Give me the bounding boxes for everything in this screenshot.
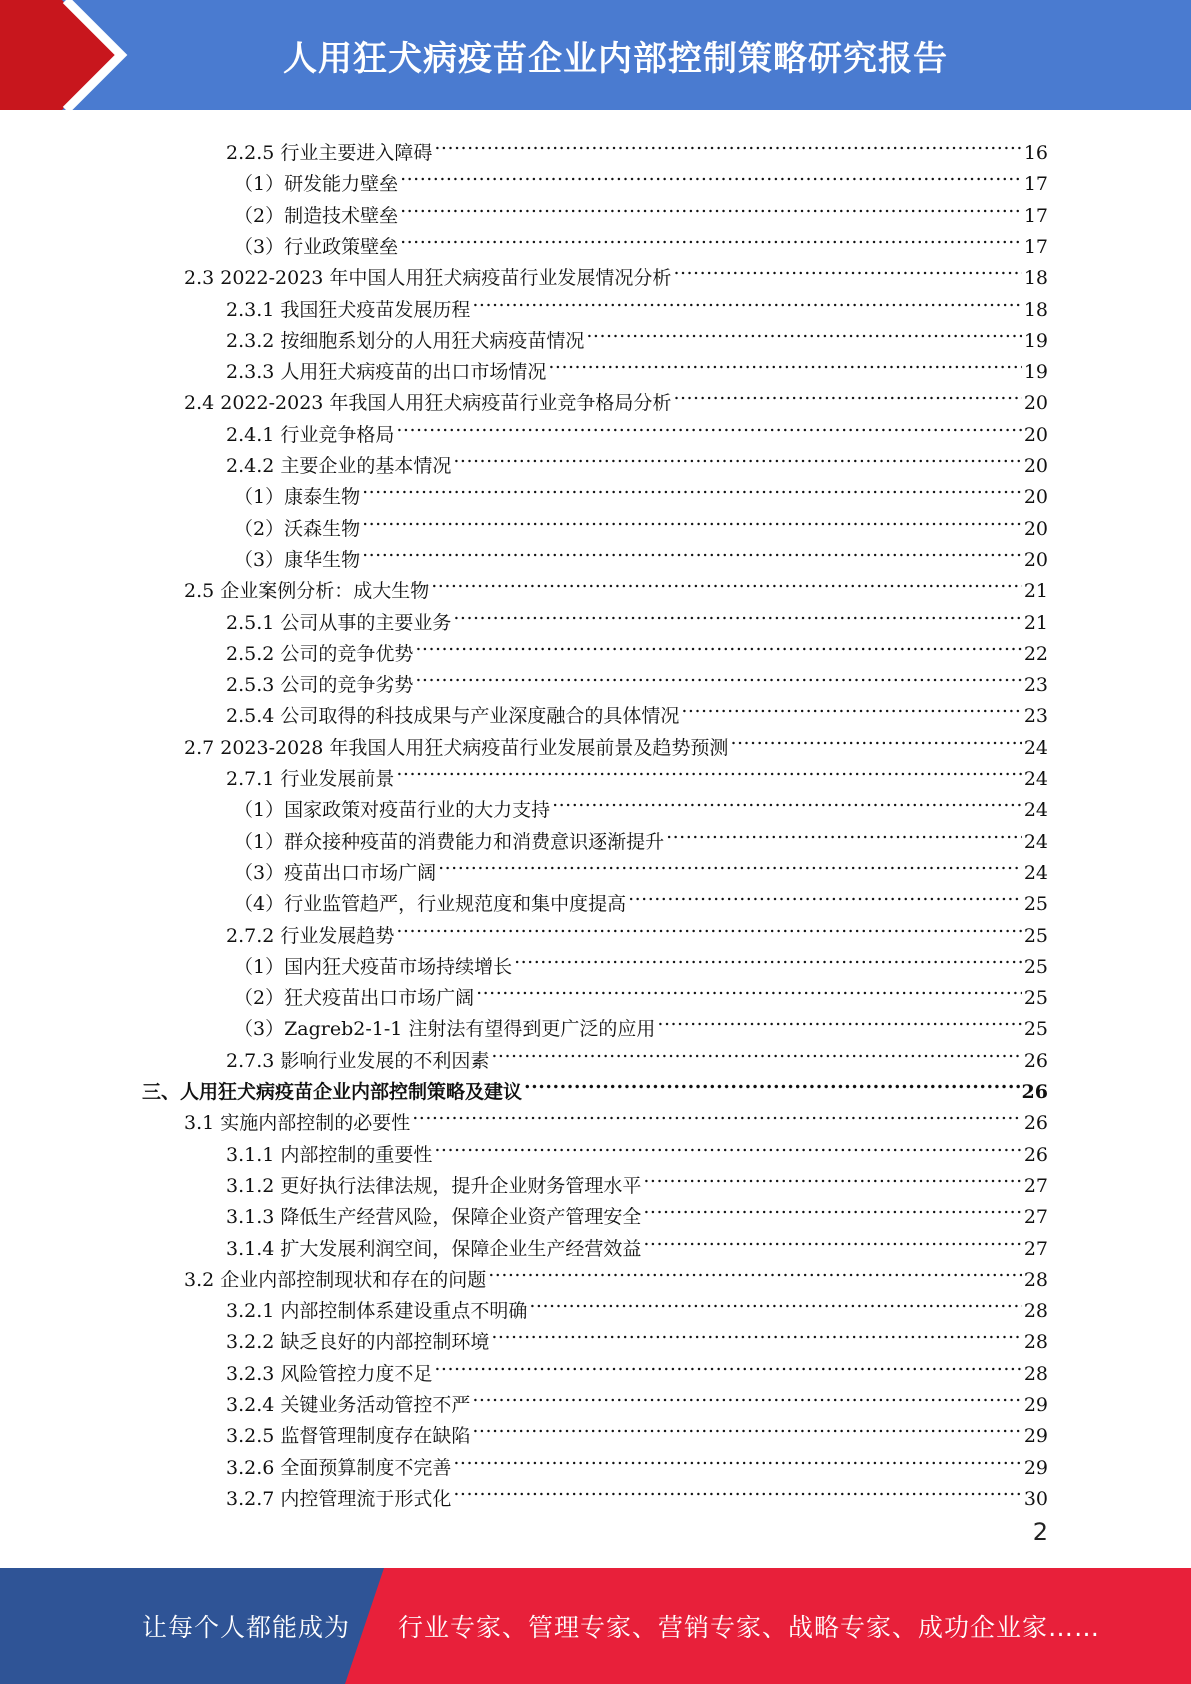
toc-entry-page: 20 xyxy=(1023,517,1048,540)
toc-entry-page: 24 xyxy=(1023,799,1048,822)
toc-entry[interactable] xyxy=(184,1098,1048,1135)
toc-dot-leader xyxy=(472,1411,1021,1442)
toc-entry-page: 29 xyxy=(1023,1425,1048,1448)
toc-entry-title: （3）行业政策壁垒 xyxy=(234,235,399,258)
toc-entry[interactable] xyxy=(234,879,1048,916)
toc-entry-title: 2.4.2 主要企业的基本情况 xyxy=(226,455,452,477)
toc-dot-leader xyxy=(434,128,1021,159)
toc-entry[interactable] xyxy=(226,285,1048,321)
toc-entry-title: 3.1 实施内部控制的必要性 xyxy=(184,1112,411,1135)
toc-entry-page: 29 xyxy=(1023,1456,1048,1479)
toc-dot-leader xyxy=(472,1380,1021,1411)
footer-slogan-right: 行业专家、管理专家、营销专家、战略专家、成功企业家…… xyxy=(398,1613,1101,1642)
toc-entry[interactable] xyxy=(226,1036,1048,1072)
toc-entry-page: 28 xyxy=(1023,1300,1048,1323)
toc-entry[interactable] xyxy=(184,253,1048,290)
toc-dot-leader xyxy=(431,566,1022,597)
toc-dot-leader xyxy=(657,1004,1021,1035)
toc-dot-leader xyxy=(673,253,1021,284)
toc-entry[interactable] xyxy=(234,942,1048,978)
toc-entry-title: 2.7 2023-2028 年我国人用狂犬病疫苗行业发展前景及趋势预测 xyxy=(184,736,729,759)
toc-entry[interactable] xyxy=(234,191,1048,227)
toc-entry-title: （4）行业监管趋严，行业规范度和集中度提高 xyxy=(234,893,627,916)
toc-entry-title: 2.4.1 行业竞争格局 xyxy=(226,423,395,446)
toc-entry-title: 3.1.2 更好执行法律法规，提升企业财务管理水平 xyxy=(226,1174,642,1197)
toc-dot-leader xyxy=(362,535,1022,566)
toc-entry-page: 21 xyxy=(1023,580,1048,603)
toc-entry-title: 2.5.1 公司从事的主要业务 xyxy=(226,611,452,634)
toc-entry-title: 2.7.2 行业发展趋势 xyxy=(226,924,395,947)
toc-entry-title: 3.2.5 监督管理制度存在缺陷 xyxy=(226,1425,471,1448)
toc-entry[interactable] xyxy=(226,441,1048,477)
toc-entry-page: 28 xyxy=(1023,1331,1048,1354)
toc-entry-page: 25 xyxy=(1023,924,1048,947)
toc-dot-leader xyxy=(453,1474,1021,1505)
toc-entry-page: 24 xyxy=(1023,861,1048,884)
toc-entry-page: 16 xyxy=(1023,142,1048,164)
toc-entry-title: （3）康华生物 xyxy=(234,548,361,571)
toc-dot-leader xyxy=(586,316,1021,347)
toc-dot-leader xyxy=(643,1161,1021,1192)
toc-dot-leader xyxy=(681,691,1021,722)
toc-dot-leader xyxy=(643,1224,1021,1255)
toc-entry-page: 18 xyxy=(1023,298,1048,321)
toc-dot-leader xyxy=(476,973,1022,1004)
toc-entry-title: （1）研发能力壁垒 xyxy=(234,173,399,196)
toc-entry[interactable] xyxy=(184,378,1048,415)
toc-dot-leader xyxy=(453,1443,1021,1474)
toc-dot-leader xyxy=(628,879,1022,910)
toc-entry-title: 3.2.7 内控管理流于形式化 xyxy=(226,1487,452,1510)
toc-entry-title: 2.3.3 人用狂犬病疫苗的出口市场情况 xyxy=(226,361,547,384)
toc-entry[interactable] xyxy=(226,911,1048,947)
page-footer xyxy=(0,1568,1191,1684)
toc-entry-page: 19 xyxy=(1023,361,1048,384)
toc-dot-leader xyxy=(400,159,1022,190)
toc-entry-title: （2）狂犬疫苗出口市场广阔 xyxy=(234,987,475,1010)
report-title: 人用狂犬病疫苗企业内部控制策略研究报告 xyxy=(283,38,948,79)
toc-dot-leader xyxy=(673,378,1021,409)
toc-dot-leader xyxy=(548,347,1021,378)
toc-dot-leader xyxy=(396,754,1021,785)
toc-entry[interactable] xyxy=(226,128,1048,164)
toc-dot-leader xyxy=(412,1098,1022,1129)
toc-entry[interactable] xyxy=(226,1130,1048,1166)
toc-entry-title: 3.2.4 关键业务活动管控不严 xyxy=(226,1394,471,1416)
toc-dot-leader xyxy=(524,1067,1020,1098)
toc-entry-title: 3.2.1 内部控制体系建设重点不明确 xyxy=(226,1300,528,1323)
toc-entry-title: 3.2.3 风险管控力度不足 xyxy=(226,1362,433,1385)
toc-entry[interactable] xyxy=(226,1286,1048,1323)
toc-entry[interactable] xyxy=(226,629,1048,665)
toc-entry-title: 3.2 企业内部控制现状和存在的问题 xyxy=(184,1268,487,1291)
toc-entry-title: 2.5.2 公司的竞争优势 xyxy=(226,642,414,665)
toc-entry-page: 28 xyxy=(1023,1268,1048,1291)
toc-entry-page: 20 xyxy=(1023,455,1048,477)
toc-entry[interactable] xyxy=(234,785,1048,822)
toc-dot-leader xyxy=(396,410,1021,441)
toc-entry-title: 2.2.5 行业主要进入障碍 xyxy=(226,142,433,164)
toc-entry[interactable] xyxy=(234,817,1048,853)
toc-dot-leader xyxy=(552,785,1022,816)
toc-entry-page: 26 xyxy=(1021,1081,1048,1103)
toc-entry-title: 3.1.4 扩大发展利润空间，保障企业生产经营效益 xyxy=(226,1237,642,1260)
toc-entry-page: 18 xyxy=(1023,267,1048,290)
toc-entry-page: 17 xyxy=(1023,235,1048,258)
toc-entry-page: 22 xyxy=(1023,642,1048,665)
toc-entry[interactable] xyxy=(234,504,1048,540)
toc-entry[interactable] xyxy=(226,754,1048,790)
toc-entry-page: 25 xyxy=(1023,955,1048,978)
toc-entry[interactable] xyxy=(234,973,1048,1010)
header-arrow-decoration xyxy=(0,0,150,110)
toc-dot-leader xyxy=(730,723,1021,754)
toc-entry[interactable] xyxy=(234,1004,1048,1041)
toc-entry-page: 20 xyxy=(1023,423,1048,446)
toc-entry-page: 17 xyxy=(1023,173,1048,196)
toc-entry-title: 2.3.1 我国狂犬疫苗发展历程 xyxy=(226,298,471,321)
toc-entry[interactable] xyxy=(184,1255,1048,1291)
toc-entry-title: 2.3 2022-2023 年中国人用狂犬病疫苗行业发展情况分析 xyxy=(184,267,672,290)
toc-entry[interactable] xyxy=(226,598,1048,634)
toc-entry-title: （1）康泰生物 xyxy=(234,486,361,509)
toc-entry[interactable] xyxy=(184,723,1048,759)
toc-entry-title: 3.2.2 缺乏良好的内部控制环境 xyxy=(226,1331,490,1354)
toc-entry-page: 29 xyxy=(1023,1394,1048,1416)
toc-dot-leader xyxy=(453,598,1021,629)
toc-entry-title: 2.5 企业案例分析：成大生物 xyxy=(184,580,430,603)
toc-dot-leader xyxy=(643,1192,1021,1223)
toc-entry[interactable] xyxy=(234,222,1048,258)
toc-entry-page: 28 xyxy=(1023,1362,1048,1385)
toc-entry[interactable] xyxy=(184,566,1048,603)
toc-entry-title: 3.1.1 内部控制的重要性 xyxy=(226,1143,433,1166)
toc-entry[interactable] xyxy=(226,1411,1048,1448)
toc-entry-page: 20 xyxy=(1023,548,1048,571)
toc-entry[interactable] xyxy=(234,472,1048,509)
toc-dot-leader xyxy=(434,1349,1021,1380)
toc-dot-leader xyxy=(529,1286,1021,1317)
toc-dot-leader xyxy=(415,629,1021,660)
toc-entry-page: 26 xyxy=(1023,1112,1048,1135)
toc-entry-page: 25 xyxy=(1023,893,1048,916)
toc-entry[interactable] xyxy=(226,1443,1048,1479)
toc-entry[interactable] xyxy=(226,316,1048,352)
toc-dot-leader xyxy=(472,285,1021,316)
toc-dot-leader xyxy=(488,1255,1022,1286)
toc-entry-page: 24 xyxy=(1023,768,1048,790)
toc-entry-title: （3）疫苗出口市场广阔 xyxy=(234,861,437,884)
toc-dot-leader xyxy=(491,1036,1021,1067)
toc-entry[interactable] xyxy=(226,1317,1048,1354)
toc-entry-page: 26 xyxy=(1023,1049,1048,1072)
footer-slogan-left: 让每个人都能成为 xyxy=(142,1613,351,1642)
toc-entry-page: 21 xyxy=(1023,611,1048,634)
toc-entry-page: 24 xyxy=(1023,736,1048,759)
toc-entry-page: 27 xyxy=(1023,1174,1048,1197)
toc-entry[interactable] xyxy=(234,535,1048,571)
page-number: 2 xyxy=(1032,1518,1048,1546)
toc-entry[interactable] xyxy=(142,1067,1048,1103)
toc-entry-page: 26 xyxy=(1023,1143,1048,1166)
toc-entry-title: 2.5.4 公司取得的科技成果与产业深度融合的具体情况 xyxy=(226,705,680,728)
page-header xyxy=(0,0,1191,110)
toc-entry-title: （1）群众接种疫苗的消费能力和消费意识逐渐提升 xyxy=(234,830,665,853)
toc-entry-page: 23 xyxy=(1023,674,1048,697)
toc-entry-title: 三、人用狂犬病疫苗企业内部控制策略及建议 xyxy=(142,1081,523,1103)
toc-entry-title: 2.3.2 按细胞系划分的人用狂犬病疫苗情况 xyxy=(226,329,585,352)
toc-entry-title: 2.4 2022-2023 年我国人用狂犬病疫苗行业竞争格局分析 xyxy=(184,392,672,415)
toc-dot-leader xyxy=(400,191,1022,222)
toc-entry[interactable] xyxy=(226,1161,1048,1197)
toc-dot-leader xyxy=(400,222,1022,253)
toc-dot-leader xyxy=(438,848,1022,879)
toc-entry[interactable] xyxy=(226,1380,1048,1416)
toc-entry[interactable] xyxy=(226,660,1048,697)
toc-entry[interactable] xyxy=(226,410,1048,446)
toc-entry[interactable] xyxy=(234,848,1048,884)
toc-entry[interactable] xyxy=(226,1474,1048,1510)
toc-entry-title: 2.5.3 公司的竞争劣势 xyxy=(226,674,414,697)
toc-entry-page: 23 xyxy=(1023,705,1048,728)
toc-entry-title: （1）国家政策对疫苗行业的大力支持 xyxy=(234,799,551,822)
toc-entry-page: 27 xyxy=(1023,1206,1048,1229)
toc-dot-leader xyxy=(514,942,1022,973)
toc-entry-page: 30 xyxy=(1023,1487,1048,1510)
toc-entry-page: 27 xyxy=(1023,1237,1048,1260)
toc-dot-leader xyxy=(415,660,1021,691)
toc-entry-title: 2.7.3 影响行业发展的不利因素 xyxy=(226,1049,490,1072)
toc-entry-title: （2）沃森生物 xyxy=(234,517,361,540)
toc-entry[interactable] xyxy=(226,347,1048,384)
toc-entry-page: 19 xyxy=(1023,329,1048,352)
toc-entry-page: 20 xyxy=(1023,392,1048,415)
toc-entry-page: 20 xyxy=(1023,486,1048,509)
toc-entry-page: 24 xyxy=(1023,830,1048,853)
toc-entry-page: 25 xyxy=(1023,987,1048,1010)
toc-entry-title: （3）Zagreb2-1-1 注射法有望得到更广泛的应用 xyxy=(234,1018,656,1041)
toc-entry-title: 3.2.6 全面预算制度不完善 xyxy=(226,1456,452,1479)
toc-entry-page: 17 xyxy=(1023,204,1048,227)
toc-entry-title: （2）制造技术壁垒 xyxy=(234,204,399,227)
toc-dot-leader xyxy=(396,911,1021,942)
toc-entry-title: 2.7.1 行业发展前景 xyxy=(226,768,395,790)
toc-dot-leader xyxy=(362,504,1022,535)
toc-entry[interactable] xyxy=(234,159,1048,196)
toc-dot-leader xyxy=(666,817,1022,848)
toc-dot-leader xyxy=(453,441,1021,472)
toc-dot-leader xyxy=(491,1317,1021,1348)
toc-dot-leader xyxy=(434,1130,1021,1161)
toc-entry[interactable] xyxy=(226,1192,1048,1229)
toc-entry[interactable] xyxy=(226,1224,1048,1260)
toc-entry-title: 3.1.3 降低生产经营风险，保障企业资产管理安全 xyxy=(226,1206,642,1229)
toc-entry-title: （1）国内狂犬疫苗市场持续增长 xyxy=(234,955,513,978)
toc-entry[interactable] xyxy=(226,1349,1048,1385)
toc-dot-leader xyxy=(362,472,1022,503)
toc-entry[interactable] xyxy=(226,691,1048,728)
toc-entry-page: 25 xyxy=(1023,1018,1048,1041)
